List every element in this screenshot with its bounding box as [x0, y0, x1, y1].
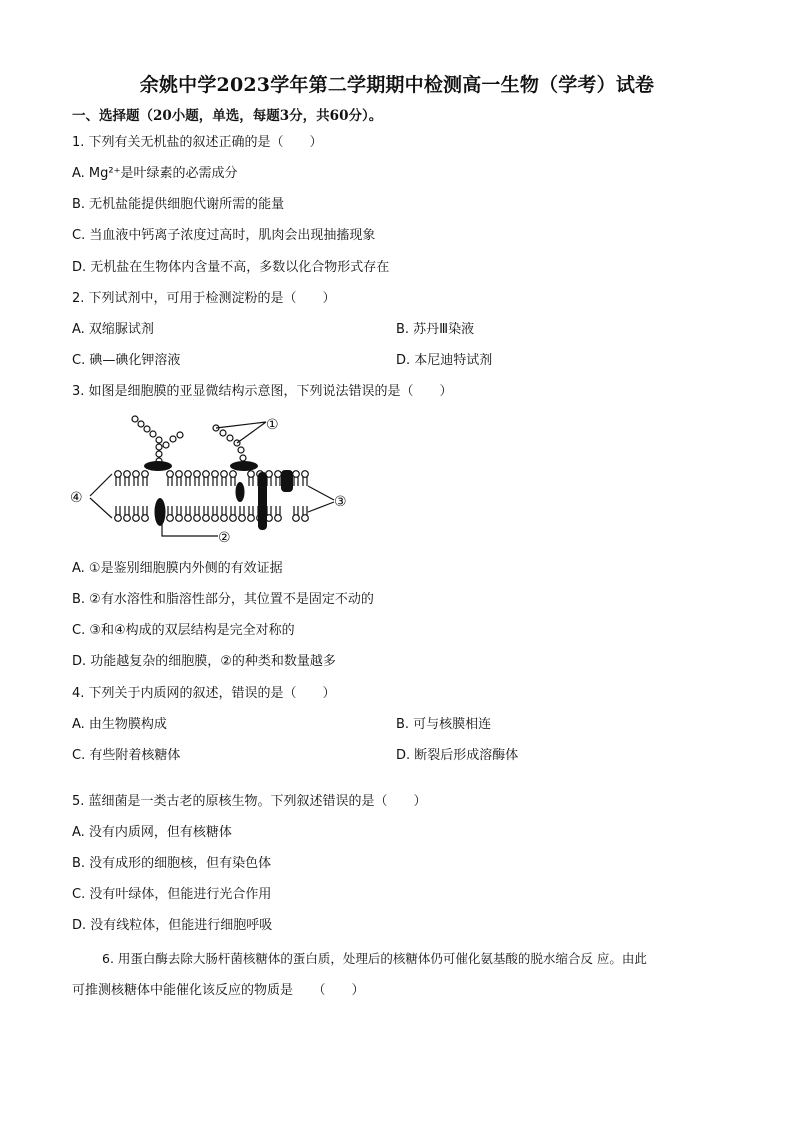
- q5-option-c: C. 没有叶绿体，但能进行光合作用: [72, 887, 272, 902]
- q3-option-b: B. ②有水溶性和脂溶性部分，其位置不是固定不动的: [72, 592, 374, 607]
- q5-option-d: D. 没有线粒体，但能进行细胞呼吸: [72, 918, 273, 933]
- lipid-heads-bottom: [115, 515, 309, 522]
- q3-option-c: C. ③和④构成的双层结构是完全对称的: [72, 623, 295, 638]
- q3-option-d: D. 功能越复杂的细胞膜，②的种类和数量越多: [72, 654, 336, 669]
- q5-stem: 5. 蓝细菌是一类古老的原核生物。下列叙述错误的是（ ）: [72, 794, 427, 809]
- q4-stem: 4. 下列关于内质网的叙述，错误的是（ ）: [72, 686, 336, 701]
- label-2: ②: [218, 530, 231, 546]
- q4-option-d: D. 断裂后形成溶酶体: [396, 748, 519, 763]
- q5-option-b: B. 没有成形的细胞核，但有染色体: [72, 856, 272, 871]
- membrane-diagram: [70, 414, 360, 550]
- q3-stem: 3. 如图是细胞膜的亚显微结构示意图，下列说法错误的是（ ）: [72, 384, 453, 399]
- label-3: ③: [334, 494, 347, 510]
- q2-option-a: A. 双缩脲试剂: [72, 322, 154, 337]
- q4-option-b: B. 可与核膜相连: [396, 717, 492, 732]
- q4-option-a: A. 由生物膜构成: [72, 717, 167, 732]
- label-4: ④: [70, 490, 83, 506]
- q1-option-d: D. 无机盐在生物体内含量不高，多数以化合物形式存在: [72, 260, 390, 275]
- q6-line1: 6. 用蛋白酶去除大肠杆菌核糖体的蛋白质，处理后的核糖体仍可催化氨基酸的脱水缩合反 应。由此: [102, 951, 647, 966]
- q2-option-b: B. 苏丹Ⅲ染液: [396, 322, 475, 337]
- q5-option-a: A. 没有内质网，但有核糖体: [72, 825, 232, 840]
- label-1: ①: [266, 417, 279, 433]
- section-heading: 一、选择题（20小题，单选，每题3分，共60分）。: [72, 108, 383, 124]
- q1-option-c: C. 当血液中钙离子浓度过高时，肌肉会出现抽搐现象: [72, 228, 376, 243]
- q2-stem: 2. 下列试剂中，可用于检测淀粉的是（ ）: [72, 291, 336, 306]
- q2-option-c: C. 碘—碘化钾溶液: [72, 353, 181, 368]
- lipid-heads-top: [115, 471, 309, 478]
- q6-line2: 可推测核糖体中能催化该反应的物质是 （ ）: [72, 983, 365, 998]
- q1-stem: 1. 下列有关无机盐的叙述正确的是（ ）: [72, 135, 323, 150]
- q2-option-d: D. 本尼迪特试剂: [396, 353, 493, 368]
- q4-option-c: C. 有些附着核糖体: [72, 748, 181, 763]
- q1-option-b: B. 无机盐能提供细胞代谢所需的能量: [72, 197, 285, 212]
- q1-option-a: A. Mg²⁺是叶绿素的必需成分: [72, 166, 238, 181]
- exam-title: 余姚中学2023学年第二学期期中检测高一生物（学考）试卷: [139, 74, 655, 96]
- q3-option-a: A. ①是鉴别细胞膜内外侧的有效证据: [72, 561, 283, 576]
